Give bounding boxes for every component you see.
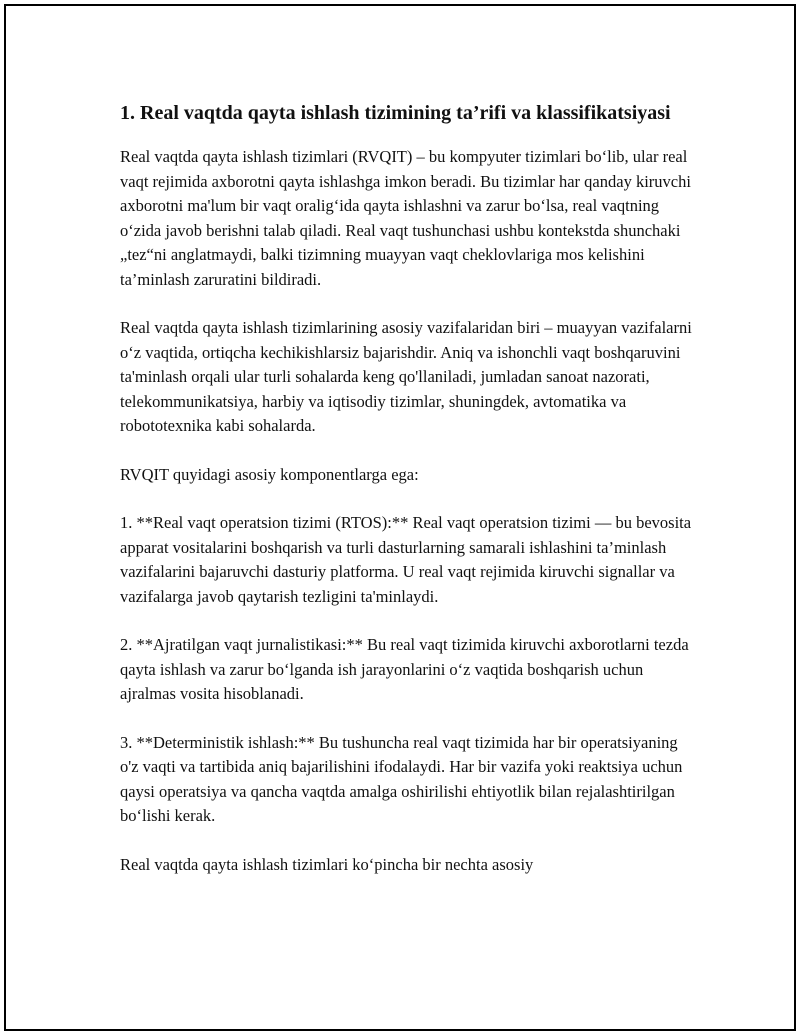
paragraph-components-intro: RVQIT quyidagi asosiy komponentlarga ega: — [120, 464, 419, 484]
paragraph-definition: Real vaqtda qayta ishlash tizimlari (RVQIT) – bu kompyuter tizimlari bo‘lib, ular real vaqt rejimida axborotni qayta ishlashga imkon beradi. Bu tizimlar har qanday kiruvchi axborotni ma'lum bir vaqt oralig‘ida qayta ishlashni va zarur bo‘lsa, real vaqtning o‘zida javob berishni talab qiladi. Real vaqt tushunchasi ushbu kontekstda shunchaki „tez“ni anglatmaydi, balki tizimning muayyan vaqt cheklovlariga mos kelishini ta’minlash zaruratini bildiradi. — [120, 147, 691, 289]
list-item-time-journal: 2. **Ajratilgan vaqt jurnalistikasi:** Bu real vaqt tizimida kiruvchi axborotlarni tezda qayta ishlash va zarur bo‘lganda ish jarayonlarini o‘z vaqtida boshqarish uchun ajralmas vosita hisoblanadi. — [120, 635, 689, 703]
paragraph-closing: Real vaqtda qayta ishlash tizimlari ko‘pincha bir nechta asosiy — [120, 854, 534, 874]
list-item-rtos: 1. **Real vaqt operatsion tizimi (RTOS):** Real vaqt operatsion tizimi — bu bevosita apparat vositalarini boshqarish va turli dasturlarning samarali ishlashini ta’minlash vazifalarini bajaruvchi dasturiy platforma. U real vaqt rejimida kiruvchi signallar va vazifalarga javob qaytarish tezligini ta'minlaydi. — [120, 513, 692, 606]
section-heading: 1. Real vaqtda qayta ishlash tizimining ta’rifi va klassifikatsiyasi — [120, 102, 671, 124]
document-body — [120, 99, 695, 901]
page-frame — [4, 4, 796, 1031]
paragraph-purpose: Real vaqtda qayta ishlash tizimlarining asosiy vazifalaridan biri – muayyan vazifalarni o‘z vaqtida, ortiqcha kechikishlarsiz bajarishdir. Aniq va ishonchli vaqt boshqaruvini ta'minlash orqali ular turli sohalarda keng qo'llaniladi, jumladan sanoat nazorati, telekommunikatsiya, harbiy va iqtisodiy tizimlar, shuningdek, avtomatika va robototexnika kabi sohalarda. — [120, 318, 692, 435]
list-item-deterministic: 3. **Deterministik ishlash:** Bu tushuncha real vaqt tizimida har bir operatsiyaning o'z vaqti va tartibida aniq bajarilishini ifodalaydi. Har bir vazifa yoki reaktsiya uchun qaysi operatsiya va qancha vaqtda amalga oshirilishi ehtiyotlik bilan rejalashtirilgan bo‘lishi kerak. — [120, 732, 683, 825]
